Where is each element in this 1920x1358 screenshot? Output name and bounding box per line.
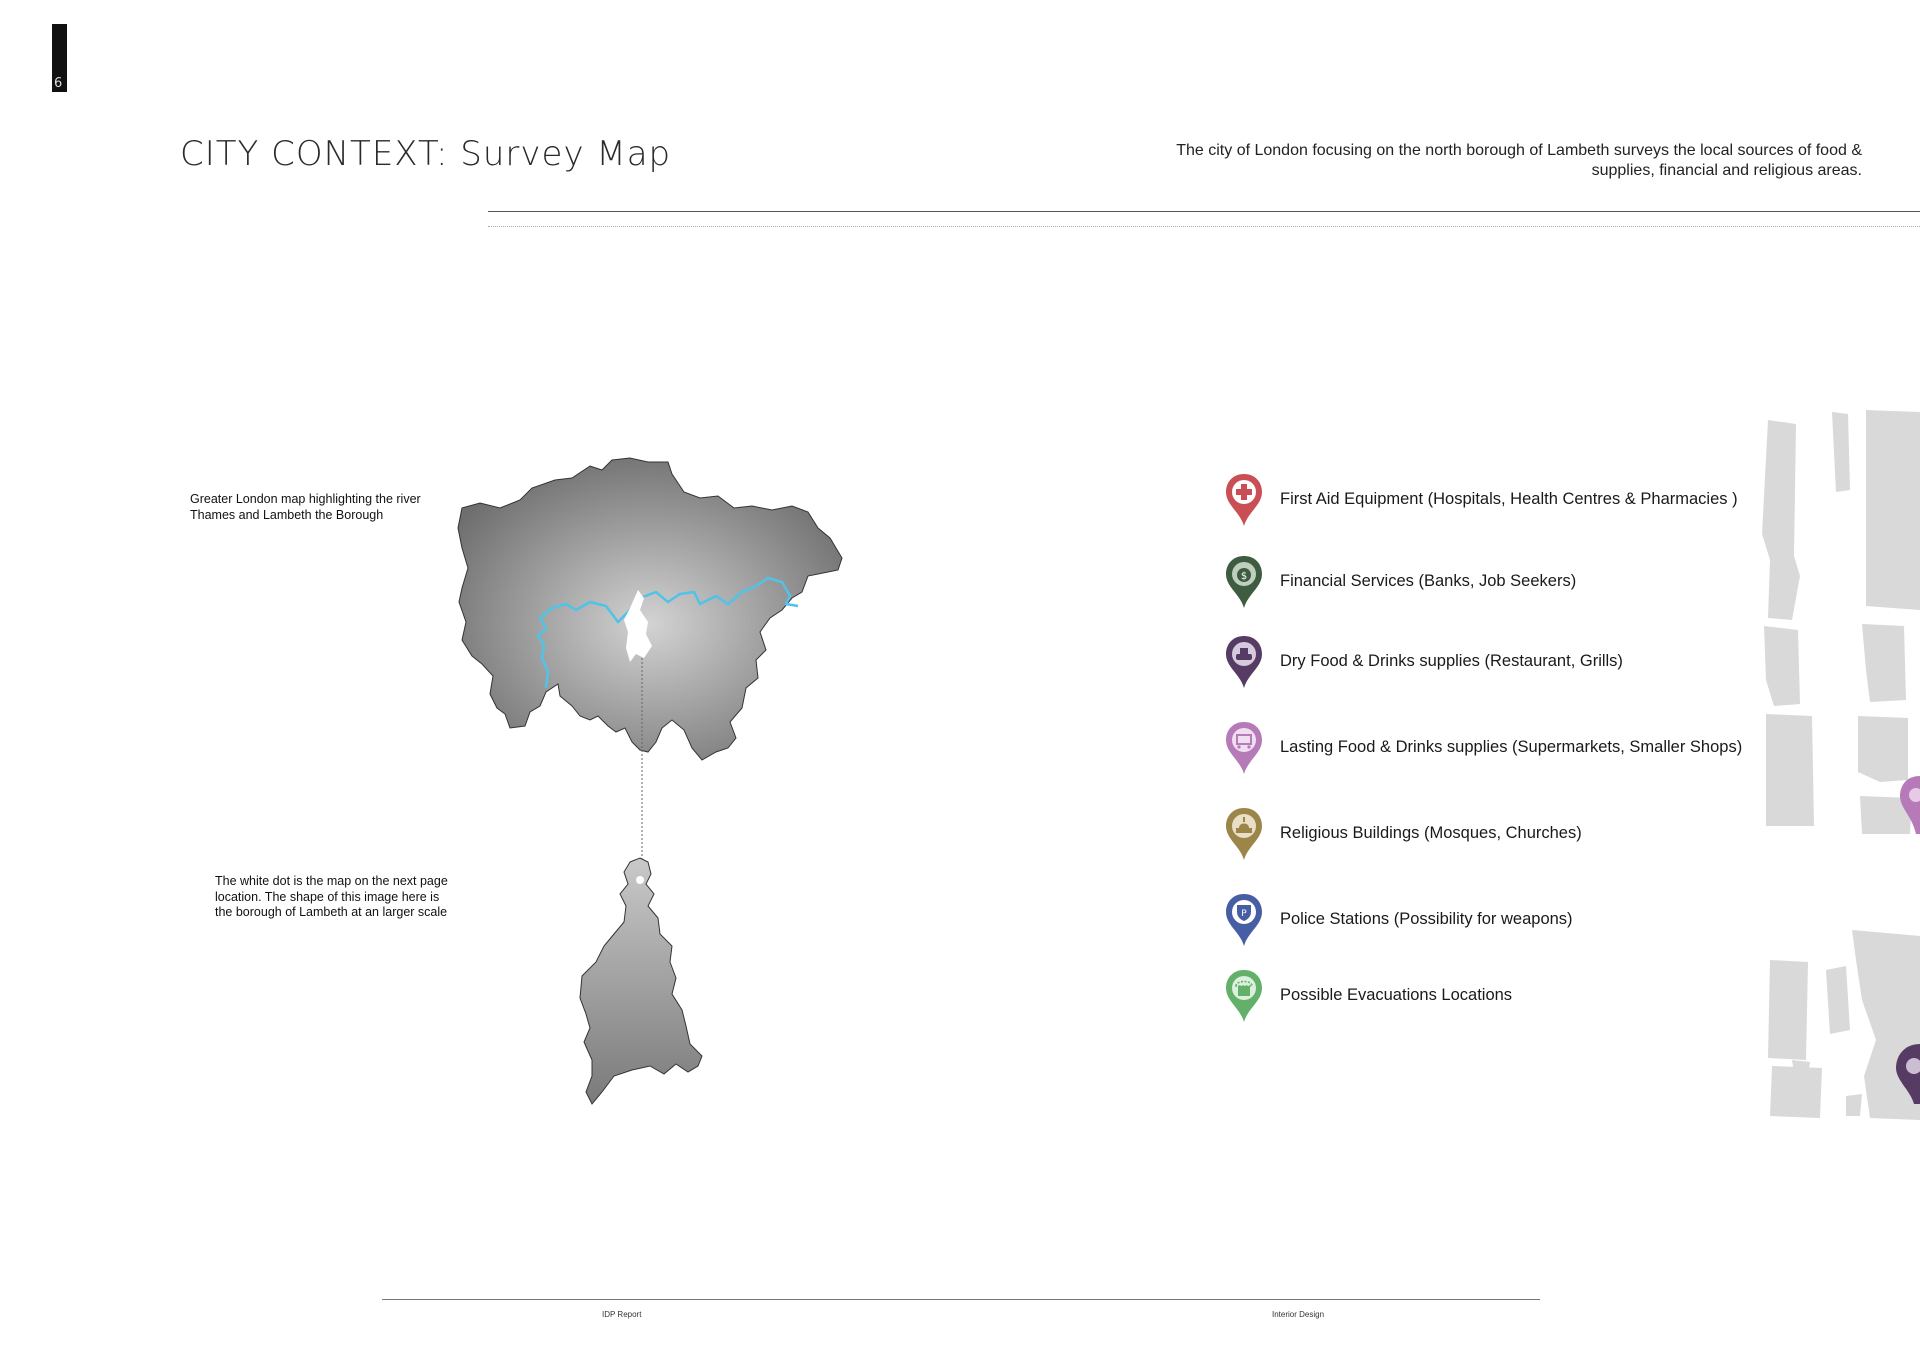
- lambeth-map-caption: The white dot is the map on the next page location. The shape of this image here is the borough of Lambeth at an larger scale: [215, 874, 448, 919]
- page-number: 6: [54, 76, 63, 91]
- london-map-caption: Greater London map highlighting the river Thames and Lambeth the Borough: [190, 492, 421, 522]
- svg-text:$: $: [1240, 571, 1248, 582]
- footer-divider: [382, 1299, 1540, 1300]
- footer-right-text: Interior Design: [1272, 1310, 1325, 1319]
- location-dot: [636, 876, 644, 884]
- legend-label: Dry Food & Drinks supplies (Restaurant, Grills): [1280, 652, 1623, 670]
- religious-building-pin-icon: [1224, 806, 1264, 862]
- page-title: CITY CONTEXT: Survey Map: [180, 134, 672, 174]
- lambeth-borough-map: [580, 858, 702, 1104]
- footer-left-text: IDP Report: [602, 1310, 642, 1319]
- first-aid-pin-icon: [1224, 472, 1264, 528]
- legend-label: Police Stations (Possibility for weapons): [1280, 910, 1573, 928]
- greater-london-map: [458, 458, 842, 760]
- shopping-cart-pin-icon: [1224, 720, 1264, 776]
- legend-label: First Aid Equipment (Hospitals, Health Centres & Pharmacies ): [1280, 490, 1738, 508]
- partial-building-map: [1762, 410, 1920, 1120]
- evacuation-pin-icon: [1224, 968, 1264, 1024]
- food-pin-icon: [1224, 634, 1264, 690]
- intro-text: The city of London focusing on the north borough of Lambeth surveys the local sources of food & supplies, financial and religious areas.: [1176, 142, 1862, 179]
- police-pin-icon: [1224, 892, 1264, 948]
- legend-label: Religious Buildings (Mosques, Churches): [1280, 824, 1582, 842]
- legend-label: Possible Evacuations Locations: [1280, 986, 1513, 1004]
- svg-text:P: P: [1241, 909, 1247, 919]
- money-pin-icon: [1224, 554, 1264, 610]
- legend-label: Financial Services (Banks, Job Seekers): [1280, 572, 1577, 590]
- legend-label: Lasting Food & Drinks supplies (Supermarkets, Smaller Shops): [1280, 738, 1743, 756]
